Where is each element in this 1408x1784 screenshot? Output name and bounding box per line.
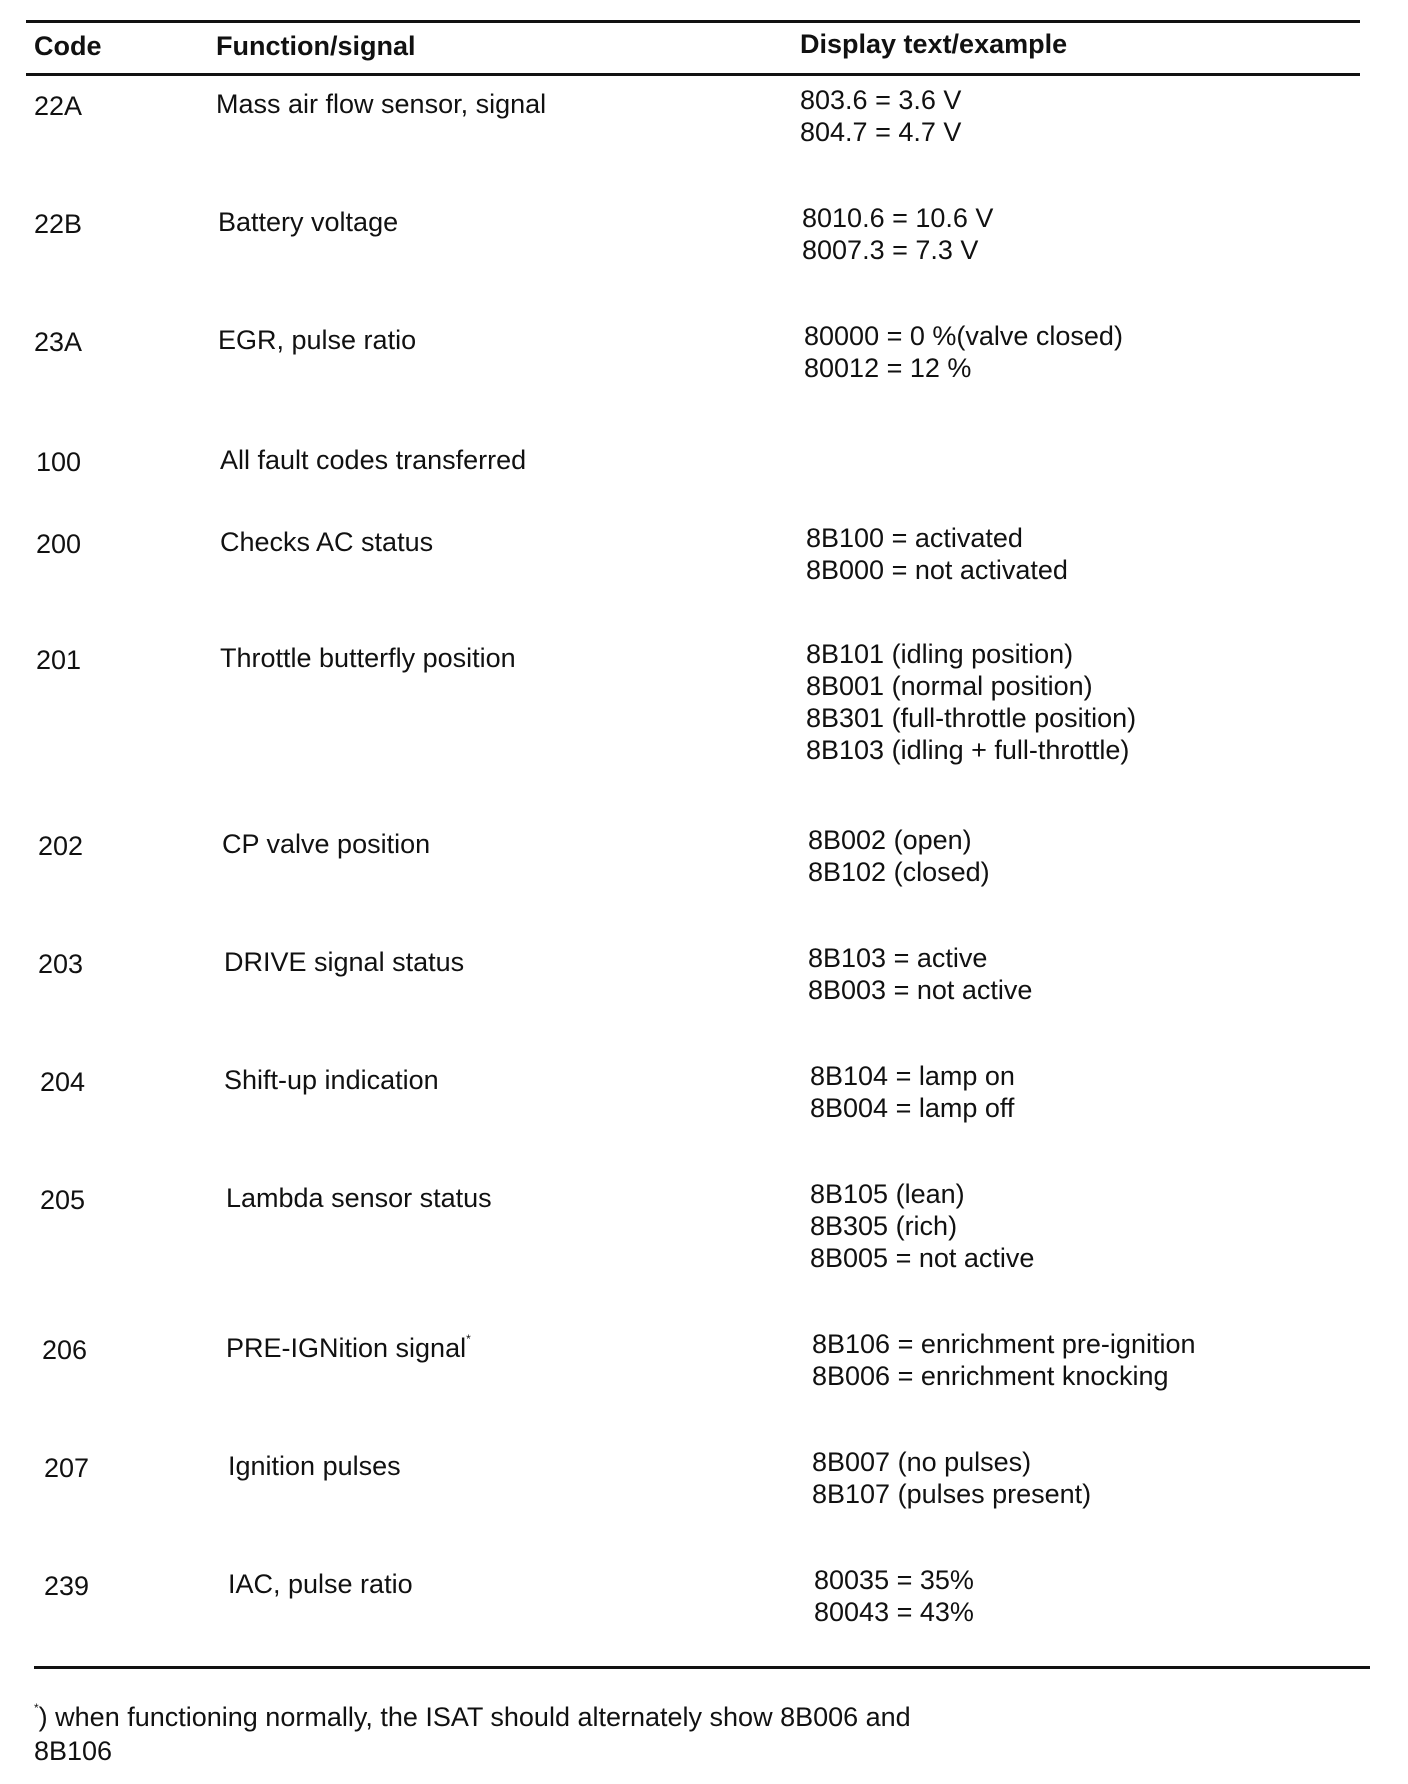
header-display: Display text/example	[800, 29, 1068, 59]
row-code: 203	[38, 949, 84, 979]
display-line: 80012 = 12 %	[804, 353, 972, 383]
footnote-reference-mark: *	[466, 1332, 471, 1346]
row-code: 201	[36, 645, 82, 675]
row-display	[804, 320, 1123, 384]
row-function	[216, 88, 546, 120]
row-code: 200	[36, 529, 82, 559]
row-function	[220, 526, 433, 558]
row-function-text: PRE-IGNition signal	[226, 1333, 467, 1363]
row-function-text: Lambda sensor status	[226, 1183, 492, 1213]
row-function-text: Checks AC status	[220, 527, 434, 557]
display-line: 80043 = 43%	[814, 1597, 974, 1627]
row-function-text: CP valve position	[222, 829, 431, 859]
row-display	[808, 824, 990, 888]
row-code: 202	[38, 831, 84, 861]
footnote-text: ) when functioning normally, the ISAT should alternately show 8B006 and	[38, 1702, 911, 1732]
footnote-mark: *	[34, 1701, 39, 1715]
row-code: 206	[42, 1335, 88, 1365]
display-line: 8B101 (idling position)	[806, 639, 1074, 669]
display-line: 8B102 (closed)	[808, 857, 990, 887]
header-function: Function/signal	[216, 31, 416, 61]
display-line: 8B103 = active	[808, 943, 988, 973]
row-code: 239	[44, 1571, 90, 1601]
display-line: 8B007 (no pulses)	[812, 1447, 1032, 1477]
display-line: 8010.6 = 10.6 V	[802, 203, 994, 233]
row-function-text: Throttle butterfly position	[220, 643, 516, 673]
row-function	[224, 1064, 439, 1096]
row-function	[226, 1332, 471, 1364]
row-function	[228, 1450, 401, 1482]
row-display	[806, 638, 1136, 766]
display-line: 8007.3 = 7.3 V	[802, 235, 979, 265]
display-line: 8B006 = enrichment knocking	[812, 1361, 1169, 1391]
row-code: 205	[40, 1185, 86, 1215]
row-display	[810, 1060, 1015, 1124]
row-function	[228, 1568, 413, 1600]
row-function-text: Battery voltage	[218, 207, 399, 237]
display-line: 80035 = 35%	[814, 1565, 974, 1595]
display-line: 8B105 (lean)	[810, 1179, 965, 1209]
row-code: 22B	[34, 209, 83, 239]
display-line: 8B301 (full-throttle position)	[806, 703, 1137, 733]
row-code: 204	[40, 1067, 86, 1097]
row-display	[812, 1446, 1091, 1510]
row-function-text: All fault codes transferred	[220, 445, 527, 475]
table-header-rule	[26, 73, 1360, 76]
display-line: 8B002 (open)	[808, 825, 972, 855]
row-code: 22A	[34, 91, 83, 121]
row-function	[220, 642, 516, 674]
row-function-text: EGR, pulse ratio	[218, 325, 417, 355]
row-function-text: Ignition pulses	[228, 1451, 401, 1481]
footnote-line-1	[34, 1700, 1034, 1734]
display-line: 804.7 = 4.7 V	[800, 117, 962, 147]
display-line: 8B003 = not active	[808, 975, 1033, 1005]
display-line: 80000 = 0 %(valve closed)	[804, 321, 1123, 351]
row-display	[806, 522, 1068, 586]
row-display	[814, 1564, 974, 1628]
row-display	[810, 1178, 1034, 1274]
row-display	[802, 202, 993, 266]
table-bottom-rule	[34, 1666, 1370, 1669]
row-function	[218, 324, 416, 356]
table-top-rule	[26, 20, 1360, 23]
header-code: Code	[34, 31, 102, 61]
footnote	[34, 1700, 1034, 1768]
row-function	[220, 444, 526, 476]
footnote-line-2: 8B106	[34, 1736, 113, 1766]
display-line: 803.6 = 3.6 V	[800, 85, 962, 115]
row-code: 100	[36, 447, 82, 477]
row-function-text: IAC, pulse ratio	[228, 1569, 413, 1599]
row-function	[226, 1182, 492, 1214]
row-display	[808, 942, 1032, 1006]
display-line: 8B005 = not active	[810, 1243, 1035, 1273]
display-line: 8B100 = activated	[806, 523, 1023, 553]
row-display	[800, 84, 961, 148]
row-display	[812, 1328, 1195, 1392]
row-function-text: Shift-up indication	[224, 1065, 439, 1095]
row-function	[218, 206, 398, 238]
display-line: 8B107 (pulses present)	[812, 1479, 1092, 1509]
row-function-text: DRIVE signal status	[224, 947, 465, 977]
row-code: 207	[44, 1453, 90, 1483]
display-line: 8B004 = lamp off	[810, 1093, 1015, 1123]
row-code: 23A	[34, 327, 83, 357]
display-line: 8B305 (rich)	[810, 1211, 958, 1241]
display-line: 8B103 (idling + full-throttle)	[806, 735, 1130, 765]
display-line: 8B001 (normal position)	[806, 671, 1093, 701]
row-function-text: Mass air flow sensor, signal	[216, 89, 547, 119]
row-function	[224, 946, 464, 978]
row-function	[222, 828, 430, 860]
display-line: 8B106 = enrichment pre-ignition	[812, 1329, 1196, 1359]
display-line: 8B104 = lamp on	[810, 1061, 1015, 1091]
display-line: 8B000 = not activated	[806, 555, 1068, 585]
